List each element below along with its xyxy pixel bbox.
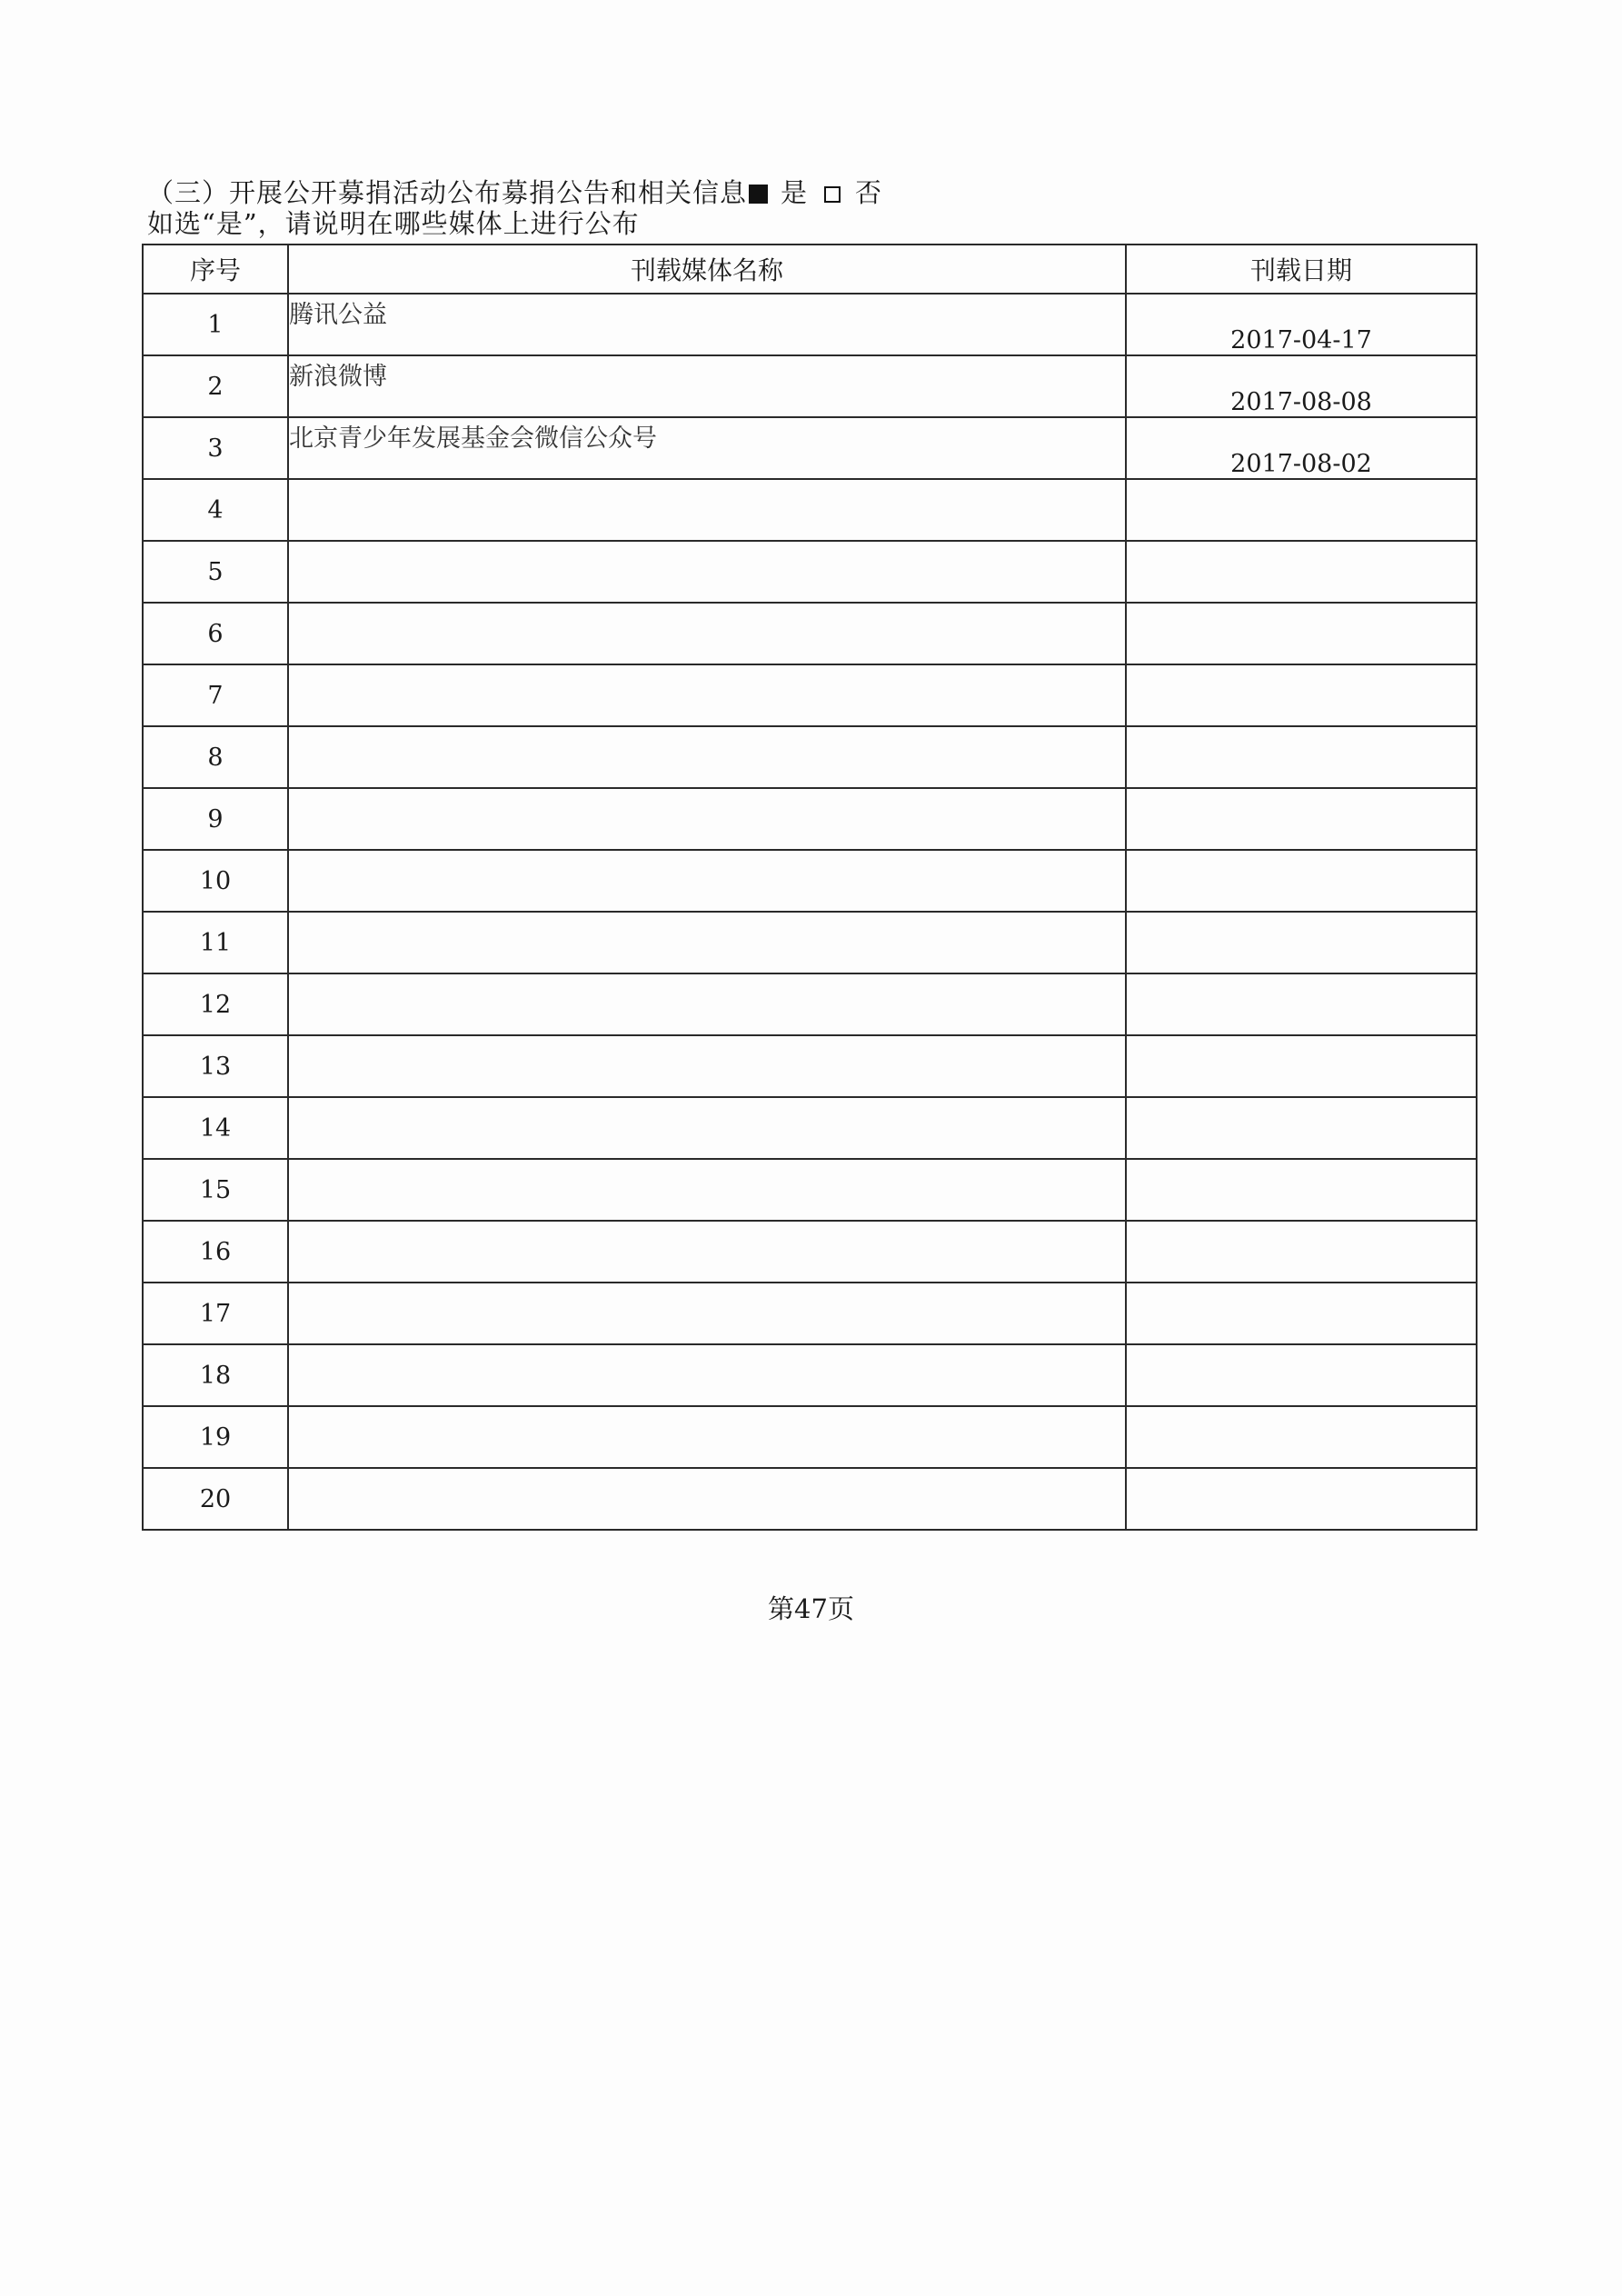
- row-media-cell: [288, 726, 1126, 788]
- yes-checkbox-checked[interactable]: [749, 185, 768, 204]
- row-index-cell: 11: [143, 912, 288, 973]
- table-body: [143, 294, 1477, 1530]
- media-publication-table: [142, 244, 1478, 1531]
- row-date-cell: [1126, 1283, 1477, 1344]
- table-row: [143, 912, 1477, 973]
- row-date-cell: 2017-08-08: [1126, 355, 1477, 417]
- table-row: [143, 788, 1477, 850]
- table-row: [143, 1468, 1477, 1530]
- row-date-cell: [1126, 1468, 1477, 1530]
- row-index-cell: 12: [143, 973, 288, 1035]
- page-number: 第47页: [768, 1593, 854, 1624]
- row-index-cell: 4: [143, 479, 288, 541]
- header-index: 序号: [143, 245, 288, 294]
- heading-line-2: 如选“是”，请说明在哪些媒体上进行公布: [147, 208, 640, 239]
- row-media-cell: [288, 788, 1126, 850]
- row-media-cell: 北京青少年发展基金会微信公众号: [288, 417, 1126, 479]
- row-date-cell: [1126, 1344, 1477, 1406]
- row-media-cell: [288, 479, 1126, 541]
- row-index-cell: 3: [143, 417, 288, 479]
- table-row: [143, 417, 1477, 479]
- no-label: 否: [855, 177, 883, 208]
- row-index-cell: 20: [143, 1468, 288, 1530]
- row-date-cell: [1126, 1159, 1477, 1221]
- no-checkbox-unchecked[interactable]: [824, 186, 841, 203]
- table-row: [143, 726, 1477, 788]
- row-date-cell: 2017-04-17: [1126, 294, 1477, 355]
- row-index-cell: 6: [143, 603, 288, 664]
- row-index-cell: 16: [143, 1221, 288, 1283]
- table-row: [143, 850, 1477, 912]
- row-date-cell: [1126, 912, 1477, 973]
- yes-label: 是: [781, 177, 809, 208]
- row-index-cell: 14: [143, 1097, 288, 1159]
- row-date-cell: 2017-08-02: [1126, 417, 1477, 479]
- row-date-cell: [1126, 1097, 1477, 1159]
- table-row: [143, 541, 1477, 603]
- table-row: [143, 603, 1477, 664]
- row-date-cell: [1126, 973, 1477, 1035]
- row-index-cell: 18: [143, 1344, 288, 1406]
- row-index-cell: 5: [143, 541, 288, 603]
- table-row: [143, 479, 1477, 541]
- table-row: [143, 1097, 1477, 1159]
- row-index-cell: 2: [143, 355, 288, 417]
- row-date-cell: [1126, 1035, 1477, 1097]
- row-index-cell: 10: [143, 850, 288, 912]
- table-row: [143, 973, 1477, 1035]
- row-media-cell: 腾讯公益: [288, 294, 1126, 355]
- row-media-cell: [288, 541, 1126, 603]
- table-header-row: [143, 245, 1477, 294]
- row-media-cell: [288, 603, 1126, 664]
- heading-title: （三）开展公开募捐活动公布募捐公告和相关信息: [147, 177, 748, 208]
- row-index-cell: 19: [143, 1406, 288, 1468]
- row-date-cell: [1126, 603, 1477, 664]
- table-row: [143, 1406, 1477, 1468]
- table-row: [143, 664, 1477, 726]
- row-media-cell: [288, 912, 1126, 973]
- row-media-cell: [288, 973, 1126, 1035]
- table-row: [143, 1221, 1477, 1283]
- row-media-cell: [288, 1406, 1126, 1468]
- row-media-cell: 新浪微博: [288, 355, 1126, 417]
- table-row: [143, 355, 1477, 417]
- row-media-cell: [288, 1097, 1126, 1159]
- row-date-cell: [1126, 1406, 1477, 1468]
- heading-line-1: [147, 178, 882, 207]
- row-index-cell: 15: [143, 1159, 288, 1221]
- table-row: [143, 1283, 1477, 1344]
- row-media-cell: [288, 1221, 1126, 1283]
- row-index-cell: 7: [143, 664, 288, 726]
- header-date: 刊载日期: [1126, 245, 1477, 294]
- row-date-cell: [1126, 664, 1477, 726]
- row-media-cell: [288, 1283, 1126, 1344]
- row-media-cell: [288, 1035, 1126, 1097]
- row-index-cell: 8: [143, 726, 288, 788]
- table-row: [143, 1159, 1477, 1221]
- row-index-cell: 13: [143, 1035, 288, 1097]
- row-media-cell: [288, 664, 1126, 726]
- row-date-cell: [1126, 850, 1477, 912]
- row-date-cell: [1126, 726, 1477, 788]
- table-row: [143, 1344, 1477, 1406]
- row-index-cell: 1: [143, 294, 288, 355]
- row-date-cell: [1126, 788, 1477, 850]
- table-row: [143, 294, 1477, 355]
- row-media-cell: [288, 850, 1126, 912]
- row-media-cell: [288, 1468, 1126, 1530]
- row-date-cell: [1126, 479, 1477, 541]
- table-row: [143, 1035, 1477, 1097]
- row-media-cell: [288, 1344, 1126, 1406]
- row-media-cell: [288, 1159, 1126, 1221]
- row-index-cell: 9: [143, 788, 288, 850]
- header-media-name: 刊载媒体名称: [288, 245, 1126, 294]
- row-date-cell: [1126, 1221, 1477, 1283]
- row-date-cell: [1126, 541, 1477, 603]
- row-index-cell: 17: [143, 1283, 288, 1344]
